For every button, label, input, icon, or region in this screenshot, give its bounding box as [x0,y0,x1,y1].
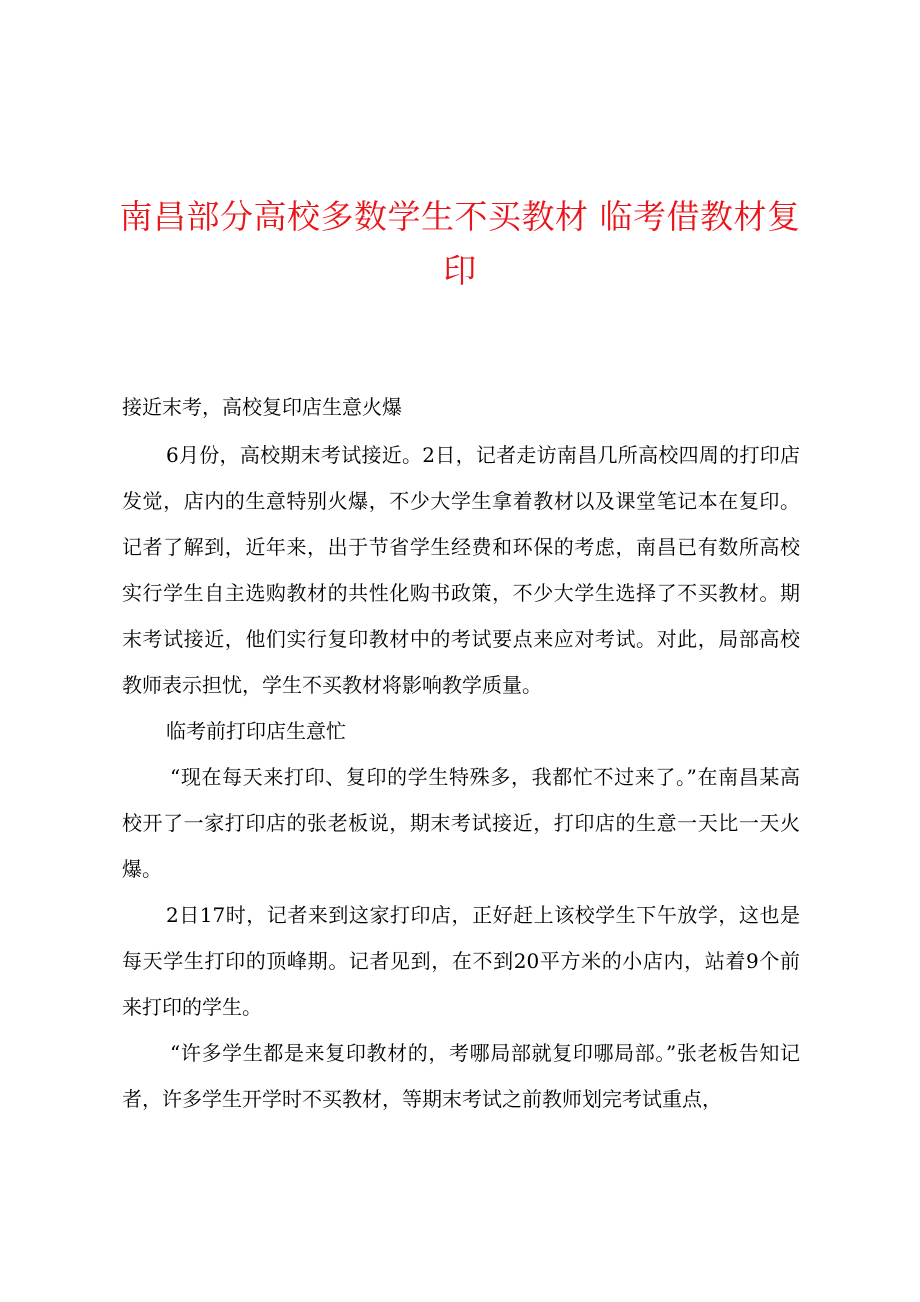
paragraph: “许多学生都是来复印教材的，考哪局部就复印哪局部。”张老板告知记者，许多学生开学时不买教材，等期末考试之前教师划完考试重点， [122,1041,800,1111]
paragraph: 6月份，高校期末考试接近。2日，记者走访南昌几所高校四周的打印店发觉，店内的生意特别火爆，不少大学生拿着教材以及课堂笔记本在复印。记者了解到，近年来，出于节省学生经费和环保的考虑，南昌已有数所高校实行学生自主选购教材的共性化购书政策，不少大学生选择了不买教材。期末考试接近，他们实行复印教材中的考试要点来应对考试。对此，局部高校教师表示担忧，学生不买教材将影响教学质量。 [122,443,800,697]
paragraph: 2日17时，记者来到这家打印店，正好赶上该校学生下午放学，这也是每天学生打印的顶峰期。记者见到，在不到20平方米的小店内，站着9个前来打印的学生。 [122,903,800,1019]
section-heading-busy: 临考前打印店生意忙 [166,719,346,743]
paragraph: “现在每天来打印、复印的学生特殊多，我都忙不过来了。”在南昌某高校开了一家打印店的张老板说，期末考试接近，打印店的生意一天比一天火爆。 [122,765,800,881]
article-body [122,384,800,1122]
article-title: 南昌部分高校多数学生不买教材 临考借教材复印 [119,197,801,290]
section-heading-intro: 接近末考，高校复印店生意火爆 [122,395,402,419]
